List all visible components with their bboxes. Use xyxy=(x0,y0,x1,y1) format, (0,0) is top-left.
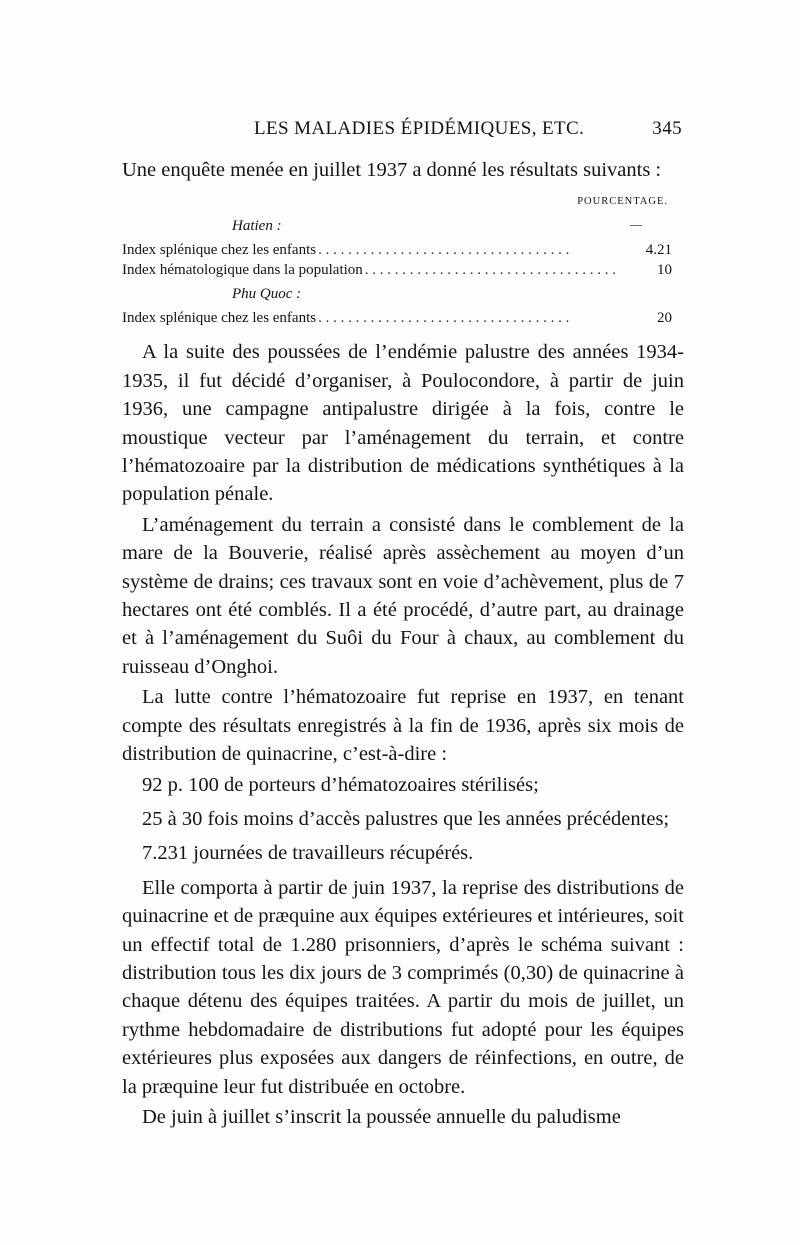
paragraph: De juin à juillet s’inscrit la poussée annuelle du paludisme xyxy=(142,1105,621,1128)
table-row xyxy=(122,260,684,280)
table-row xyxy=(122,240,684,260)
leader-dots: . . . . . . . . . . . . . . . . . . . . . . . . . . . . . . . . . . xyxy=(364,262,617,279)
paragraph: Elle comporta à partir de juin 1937, la reprise des distributions de quinacrine et de præquine aux équipes extérieures et intérieures, soit un effectif total de 1.280 prisonniers, d’après le schéma suivant : distribution tous les dix jours de 3 comprimés (0,30) de quinacrine à chaque détenu des équipes traitées. A partir du mois de juillet, un rythme hebdomadaire de distributions fut adopté pour les équipes extérieures plus exposées aux dangers de réinfections, en outre, de la præquine leur fut distribuée en octobre. xyxy=(122,876,684,1098)
result-item: 92 p. 100 de porteurs d’hématozoaires stérilisés; xyxy=(142,773,539,796)
page-body xyxy=(122,156,684,1133)
survey-results-table xyxy=(122,192,684,328)
paragraph: A la suite des poussées de l’endémie palustre des années 1934-1935, il fut décidé d’organiser, à Poulocondore, à partir de juin 1936, une campagne antipalustre dirigée à la fois, contre le moustique vecteur par l’aménagement du terrain, et contre l’hématozoaire par la distribution de médications synthétiques à la population pénale. xyxy=(122,341,684,506)
table-section-place: Phu Quoc : xyxy=(232,286,302,303)
table-column-header: POURCENTAGE. xyxy=(577,196,668,208)
running-title: LES MALADIES ÉPIDÉMIQUES, ETC. xyxy=(254,118,585,139)
table-row-value: 10 xyxy=(657,262,672,279)
page-number: 345 xyxy=(652,118,682,139)
table-row xyxy=(122,308,684,328)
table-row-label: Index splénique chez les enfants xyxy=(122,242,317,259)
leader-dots: . . . . . . . . . . . . . . . . . . . . . . . . . . . . . . . . . . xyxy=(318,242,570,259)
table-row-value: 20 xyxy=(657,310,672,327)
paragraph: L’aménagement du terrain a consisté dans le comblement de la mare de la Bouverie, réalisé après assèchement au moyen d’un système de drains; ces travaux sont en voie d’achèvement, plus de 7 hectares ont été comblés. Il a été procédé, d’autre part, au drainage et à l’aménagement du Suôi du Four à chaux, au comblement du ruisseau d’Onghoi. xyxy=(122,513,684,678)
table-row-label: Index hématologique dans la population xyxy=(122,262,363,279)
leader-dots: . . . . . . . . . . . . . . . . . . . . . . . . . . . . . . . . . . xyxy=(318,310,570,327)
table-section-place: Hatien : xyxy=(232,218,282,235)
paragraph: La lutte contre l’hématozoaire fut reprise en 1937, en tenant compte des résultats enregistrés à la fin de 1936, après six mois de distribution de quinacrine, c’est-à-dire : xyxy=(122,686,684,766)
table-unit-mark: — xyxy=(630,217,642,232)
table-row-value: 4.21 xyxy=(645,242,672,259)
result-item: 7.231 journées de travailleurs récupérés. xyxy=(142,842,474,865)
intro-paragraph: Une enquête menée en juillet 1937 a donné les résultats suivants : xyxy=(122,159,662,181)
result-item: 25 à 30 fois moins d’accès palustres que les années précédentes; xyxy=(142,807,670,830)
table-row-label: Index splénique chez les enfants xyxy=(122,310,317,327)
